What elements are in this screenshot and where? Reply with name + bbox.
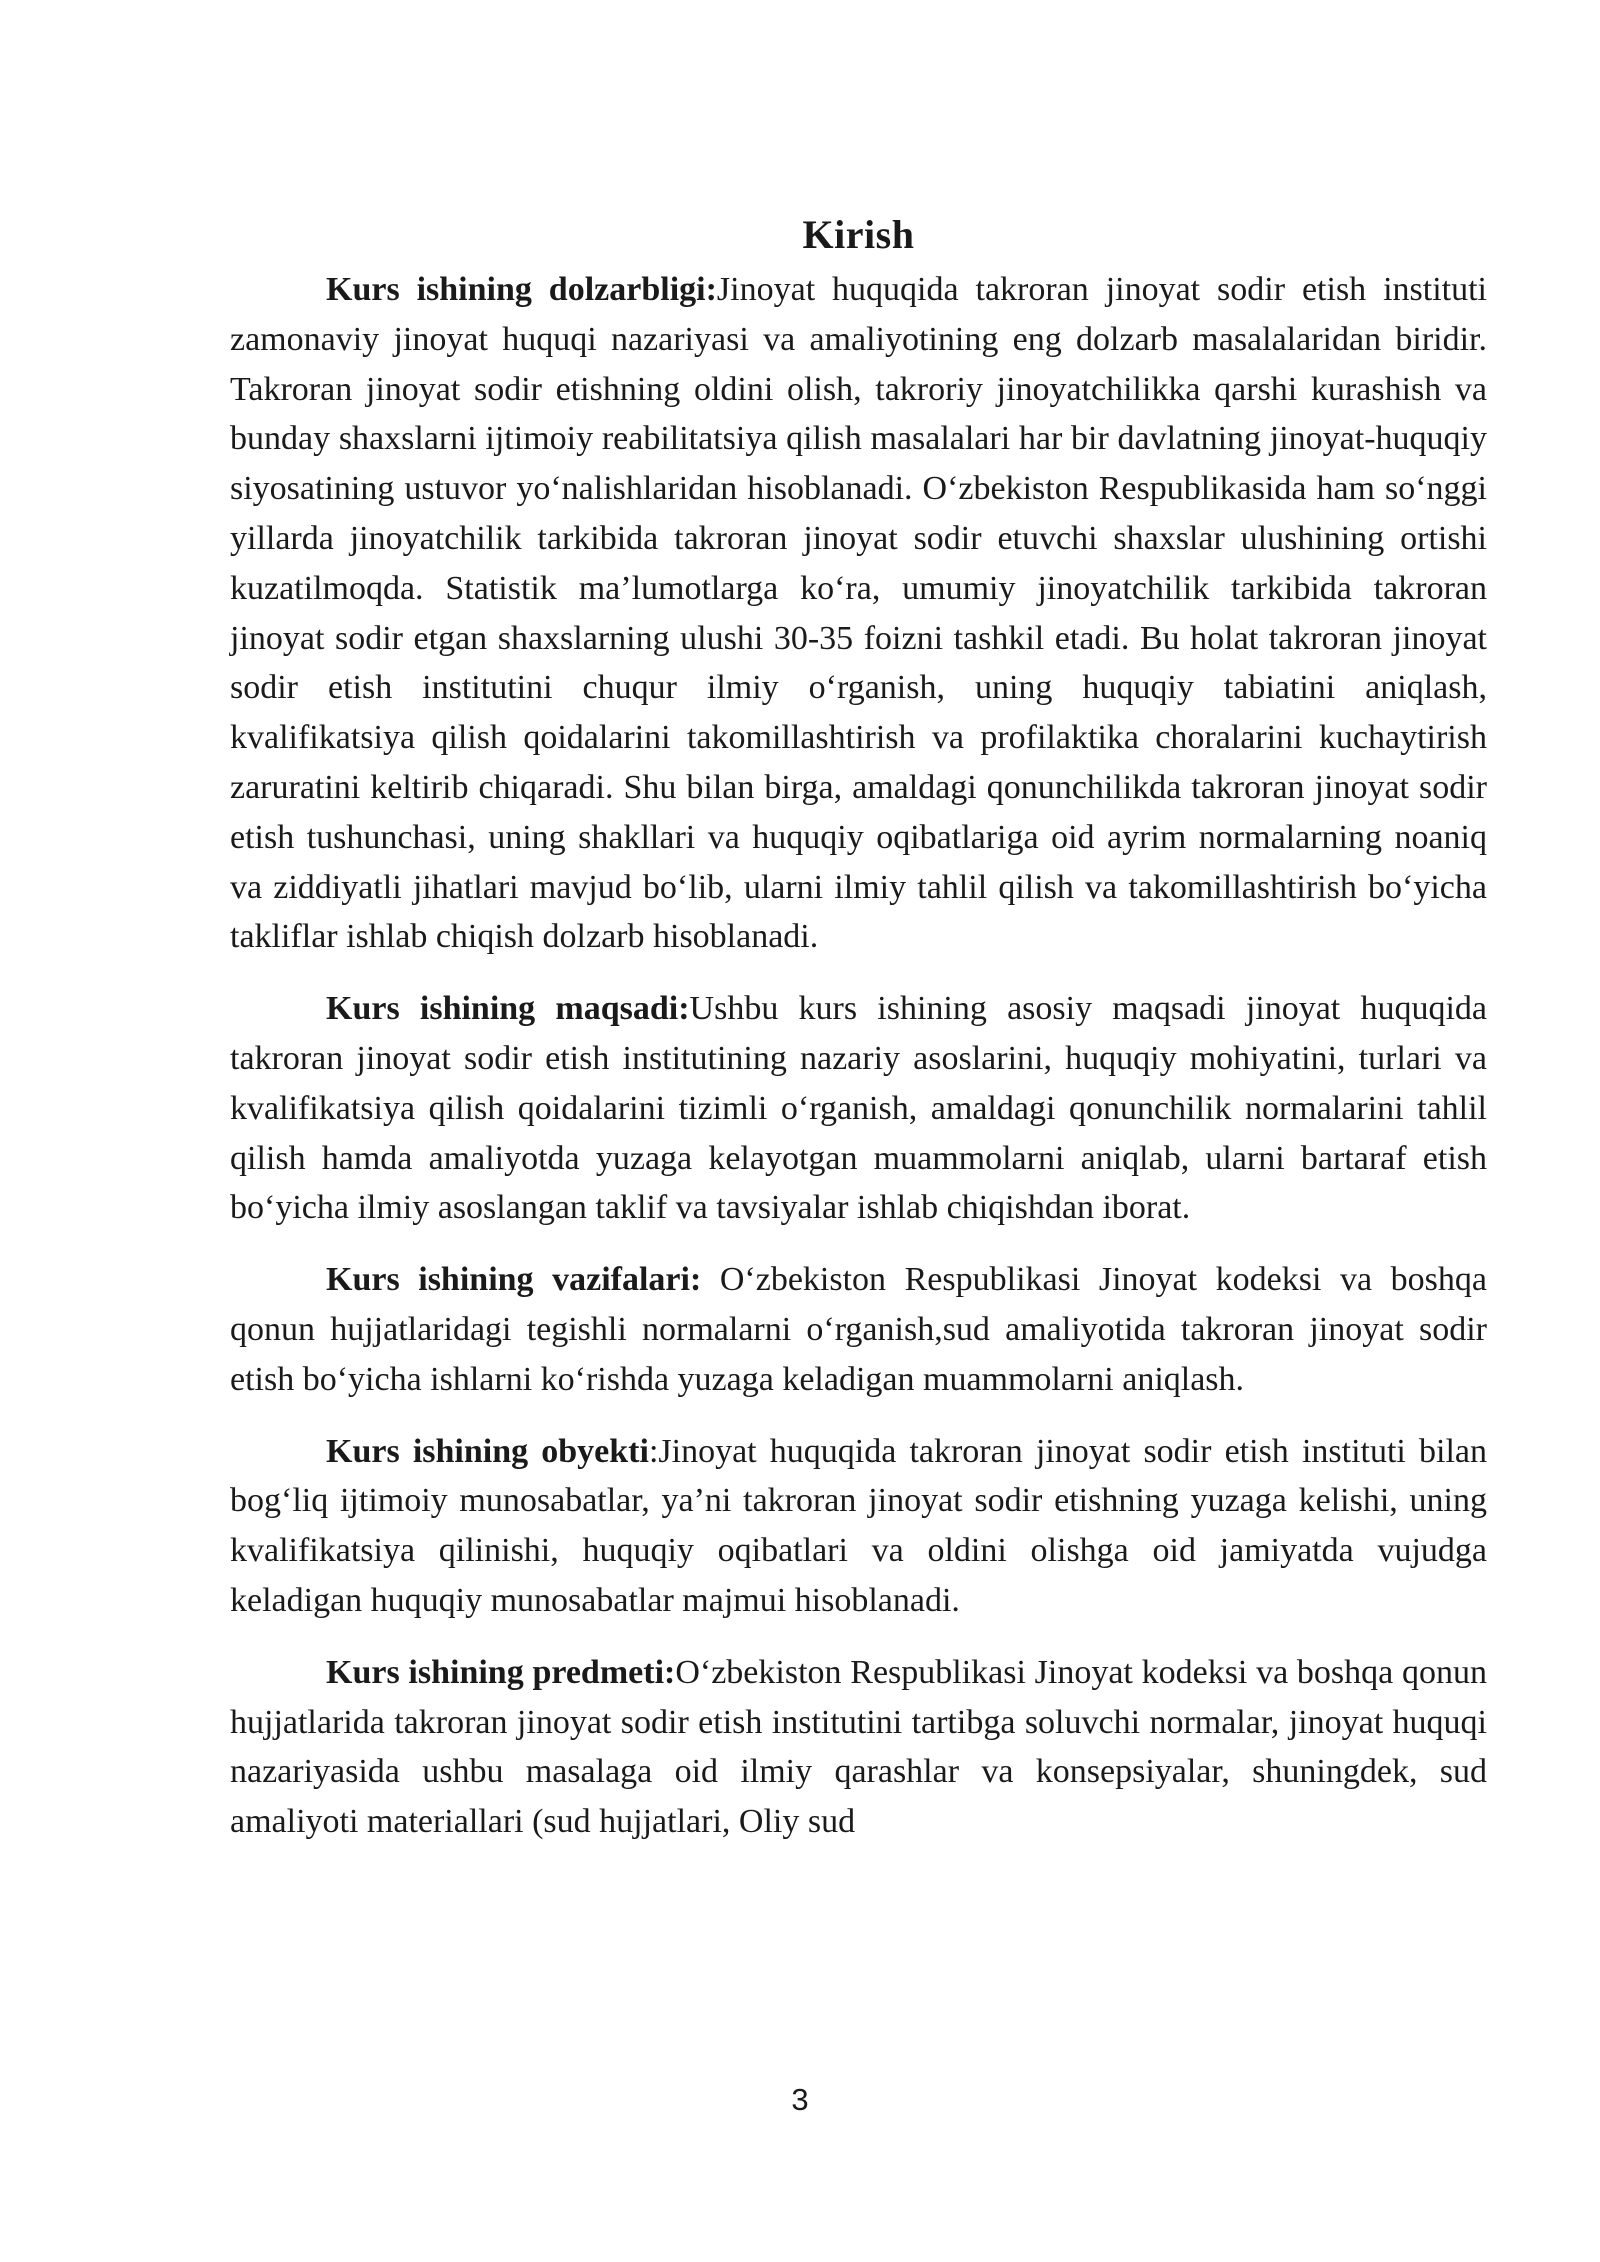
- section-relevance-heading: Kurs ishining dolzarbligi:: [326, 271, 717, 308]
- section-tasks-text: O‘zbekiston Respublikasi Jinoyat kodeksi va boshqa qonun hujjatlaridagi tegishli normalarni o‘rganish,sud amaliyotida takroran jinoyat sodir etish bo‘yicha ishlarni ko‘rishda yuzaga keladigan muammolarni aniqlash.: [230, 1261, 1487, 1398]
- section-goal: [230, 984, 1487, 1233]
- section-relevance-text: Jinoyat huquqida takroran jinoyat sodir etish instituti zamonaviy jinoyat huquqi nazariyasi va amaliyotining eng dolzarb masalalaridan biridir. Takroran jinoyat sodir etishning oldini olish, takroriy jinoyatchilikka qarshi kurashish va bunday shaxslarni ijtimoiy reabilitatsiya qilish masalalari har bir davlatning jinoyat-huquqiy siyosatining ustuvor yo‘nalishlaridan hisoblanadi. O‘zbekiston Respublikasida ham so‘nggi yillarda jinoyatchilik tarkibida takroran jinoyat sodir etuvchi shaxslar ulushining ortishi kuzatilmoqda. Statistik ma’lumotlarga ko‘ra, umumiy jinoyatchilik tarkibida takroran jinoyat sodir etgan shaxslarning ulushi 30-35 foizni tashkil etadi. Bu holat takroran jinoyat sodir etish institutini chuqur ilmiy o‘rganish, uning huquqiy tabiatini aniqlash, kvalifikatsiya qilish qoidalarini takomillashtirish va profilaktika choralarini kuchaytirish zaruratini keltirib chiqaradi. Shu bilan birga, amaldagi qonunchilikda takroran jinoyat sodir etish tushunchasi, uning shakllari va huquqiy oqibatlariga oid ayrim normalarning noaniq va ziddiyatli jihatlari mavjud bo‘lib, ularni ilmiy tahlil qilish va takomillashtirish bo‘yicha takliflar ishlab chiqish dolzarb hisoblanadi.: [230, 271, 1487, 956]
- page-number: 3: [791, 2082, 809, 2117]
- section-object-heading: Kurs ishining obyekti: [326, 1432, 649, 1470]
- section-object: [230, 1427, 1487, 1626]
- section-goal-heading: Kurs ishining maqsadi:: [326, 990, 690, 1028]
- section-relevance: [230, 265, 1487, 962]
- section-subject: [230, 1648, 1487, 1847]
- section-subject-text: O‘zbekiston Respublikasi Jinoyat kodeksi va boshqa qonun hujjatlarida takroran jinoyat sodir etish institutini tartibga soluvchi normalar, jinoyat huquqi nazariyasida ushbu masalaga oid ilmiy qarashlar va konsepsiyalar, shuningdek, sud amaliyoti materiallari (sud hujjatlari, Oliy sud: [230, 1653, 1487, 1841]
- section-tasks: [230, 1255, 1487, 1404]
- section-tasks-heading: Kurs ishining vazifalari:: [326, 1261, 702, 1299]
- page-content: [230, 205, 1487, 1869]
- page-title: Kirish: [802, 212, 915, 257]
- section-object-text: :Jinoyat huquqida takroran jinoyat sodir etish instituti bilan bog‘liq ijtimoiy munosabatlar, ya’ni takroran jinoyat sodir etishning yuzaga kelishi, uning kvalifikatsiya qilinishi, huquqiy oqibatlari va oldini olishga oid jamiyatda vujudga keladigan huquqiy munosabatlar majmui hisoblanadi.: [230, 1432, 1487, 1619]
- section-goal-text: Ushbu kurs ishining asosiy maqsadi jinoyat huquqida takroran jinoyat sodir etish institutining nazariy asoslarini, huquqiy mohiyatini, turlari va kvalifikatsiya qilish qoidalarini tizimli o‘rganish, amaldagi qonunchilik normalarini tahlil qilish hamda amaliyotda yuzaga kelayotgan muammolarni aniqlab, ularni bartaraf etish bo‘yicha ilmiy asoslangan taklif va tavsiyalar ishlab chiqishdan iborat.: [230, 990, 1487, 1227]
- section-subject-heading: Kurs ishining predmeti:: [326, 1653, 676, 1691]
